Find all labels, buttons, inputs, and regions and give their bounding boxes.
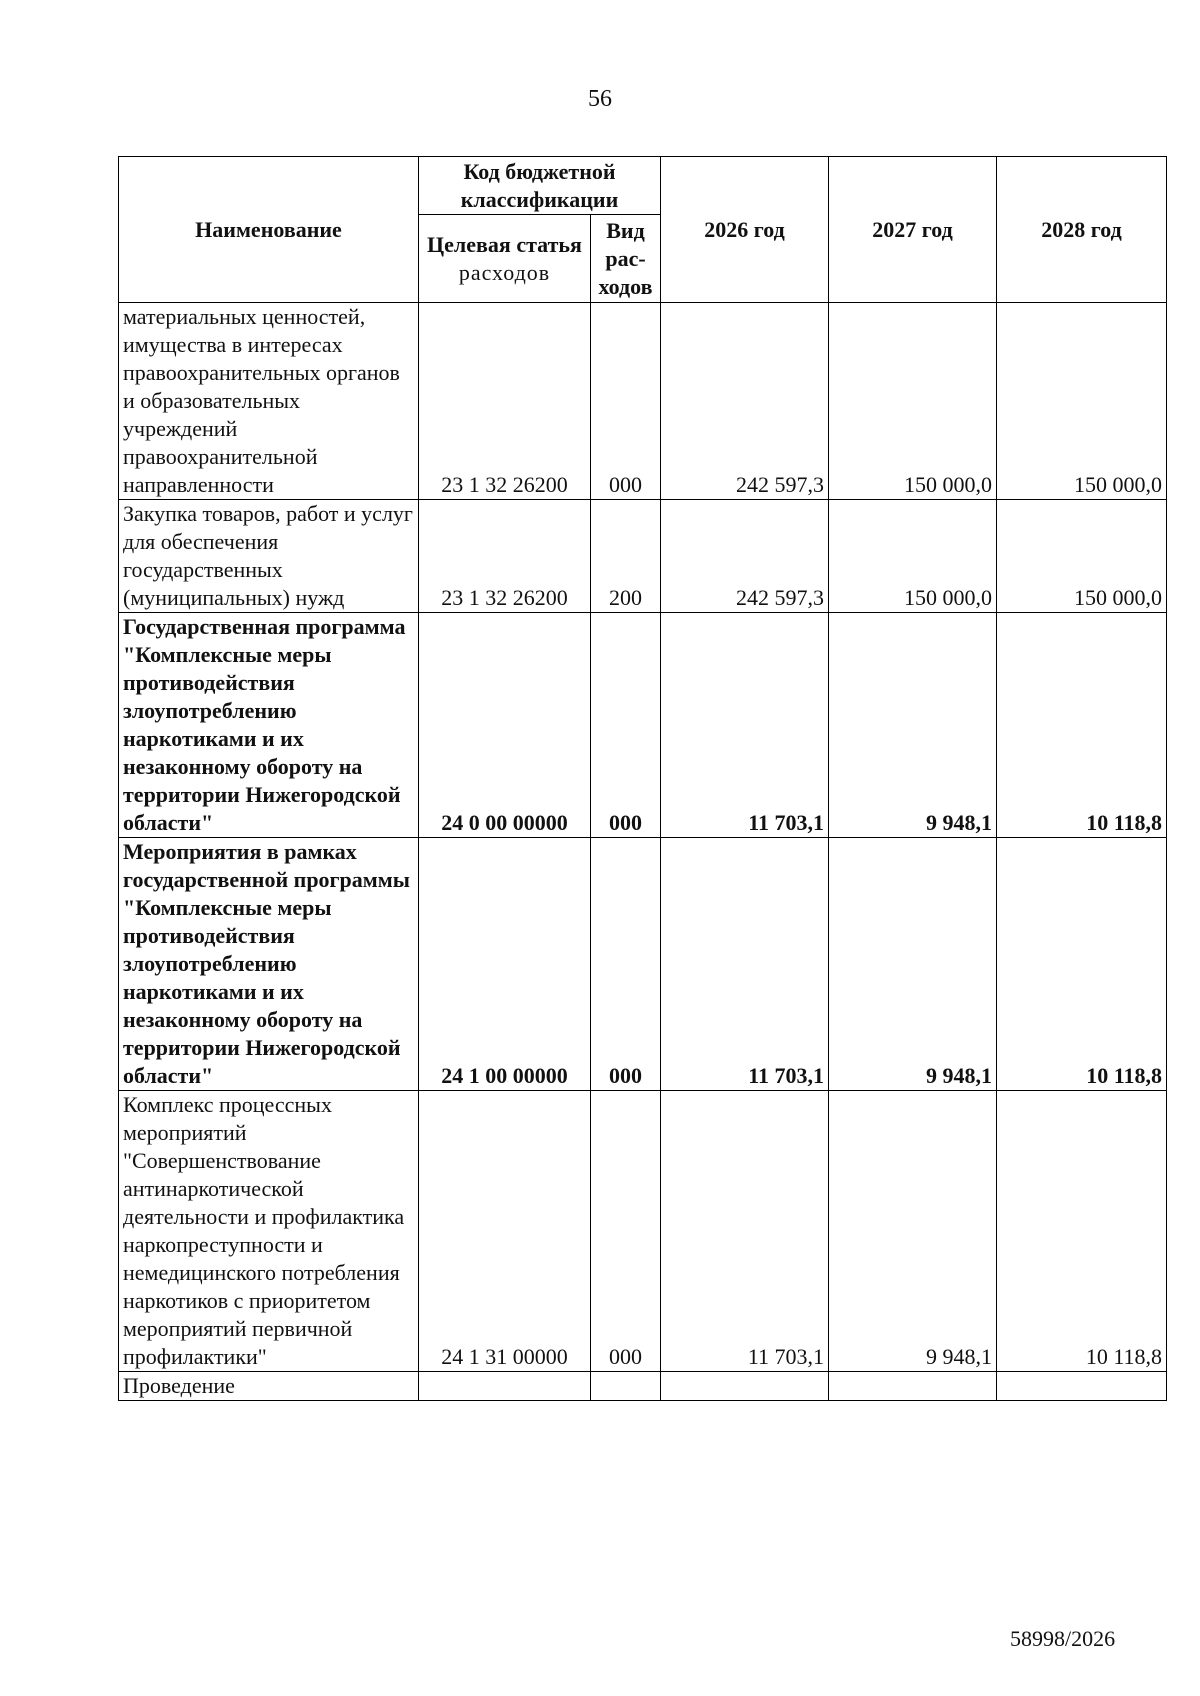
row-target-article: 24 1 00 00000 bbox=[419, 838, 591, 1091]
row-expense-type bbox=[591, 1372, 661, 1401]
header-name: Наименование bbox=[119, 157, 419, 303]
row-target-article bbox=[419, 1372, 591, 1401]
row-name: Государственная программа "Комплексные меры противодействия злоупотреблению наркотиками и их незаконному обороту на территории Нижегородской области" bbox=[119, 613, 419, 838]
row-expense-type: 200 bbox=[591, 500, 661, 613]
row-name: Комплекс процессных мероприятий "Совершенствование антинаркотической деятельности и профилактика наркопреступности и немедицинского потребления наркотиков с приоритетом мероприятий первичной профилактики" bbox=[119, 1091, 419, 1372]
header-year-2027: 2027 год bbox=[829, 157, 997, 303]
row-value-2026 bbox=[661, 1372, 829, 1401]
row-value-2027: 150 000,0 bbox=[829, 303, 997, 500]
row-name: Проведение bbox=[119, 1372, 419, 1401]
row-value-2026: 11 703,1 bbox=[661, 1091, 829, 1372]
row-value-2026: 11 703,1 bbox=[661, 613, 829, 838]
row-value-2028: 10 118,8 bbox=[997, 1091, 1167, 1372]
row-value-2027: 9 948,1 bbox=[829, 613, 997, 838]
row-value-2026: 11 703,1 bbox=[661, 838, 829, 1091]
row-value-2027 bbox=[829, 1372, 997, 1401]
row-value-2028: 150 000,0 bbox=[997, 303, 1167, 500]
row-value-2028 bbox=[997, 1372, 1167, 1401]
budget-table bbox=[118, 156, 1167, 1401]
header-year-2026: 2026 год bbox=[661, 157, 829, 303]
table-row bbox=[119, 613, 1167, 838]
header-budget-code: Код бюджетной классификации bbox=[419, 157, 661, 215]
header-year-2028: 2028 год bbox=[997, 157, 1167, 303]
header-target-article-line2: расходов bbox=[458, 259, 551, 285]
row-target-article: 24 1 31 00000 bbox=[419, 1091, 591, 1372]
row-value-2028: 10 118,8 bbox=[997, 838, 1167, 1091]
header-target-article bbox=[419, 215, 591, 303]
row-name: Закупка товаров, работ и услуг для обеспечения государственных (муниципальных) нужд bbox=[119, 500, 419, 613]
table-row bbox=[119, 303, 1167, 500]
row-expense-type: 000 bbox=[591, 1091, 661, 1372]
row-expense-type: 000 bbox=[591, 303, 661, 500]
row-name: материальных ценностей, имущества в интересах правоохранительных органов и образовательных учреждений правоохранительной направленности bbox=[119, 303, 419, 500]
table-row bbox=[119, 1372, 1167, 1401]
row-expense-type: 000 bbox=[591, 613, 661, 838]
row-target-article: 23 1 32 26200 bbox=[419, 500, 591, 613]
row-value-2027: 9 948,1 bbox=[829, 838, 997, 1091]
document-id: 58998/2026 bbox=[1010, 1626, 1116, 1651]
row-target-article: 24 0 00 00000 bbox=[419, 613, 591, 838]
table-row bbox=[119, 1091, 1167, 1372]
row-target-article: 23 1 32 26200 bbox=[419, 303, 591, 500]
row-value-2027: 150 000,0 bbox=[829, 500, 997, 613]
page-number: 56 bbox=[588, 86, 612, 112]
row-value-2028: 10 118,8 bbox=[997, 613, 1167, 838]
table-row bbox=[119, 500, 1167, 613]
row-value-2026: 242 597,3 bbox=[661, 500, 829, 613]
row-name: Мероприятия в рамках государственной программы "Комплексные меры противодействия злоупотреблению наркотиками и их незаконному обороту на территории Нижегородской области" bbox=[119, 838, 419, 1091]
row-value-2028: 150 000,0 bbox=[997, 500, 1167, 613]
header-expense-type: Вид рас-ходов bbox=[591, 215, 661, 303]
row-value-2026: 242 597,3 bbox=[661, 303, 829, 500]
table-row bbox=[119, 838, 1167, 1091]
row-expense-type: 000 bbox=[591, 838, 661, 1091]
header-target-article-line1: Целевая статья bbox=[427, 231, 582, 257]
row-value-2027: 9 948,1 bbox=[829, 1091, 997, 1372]
